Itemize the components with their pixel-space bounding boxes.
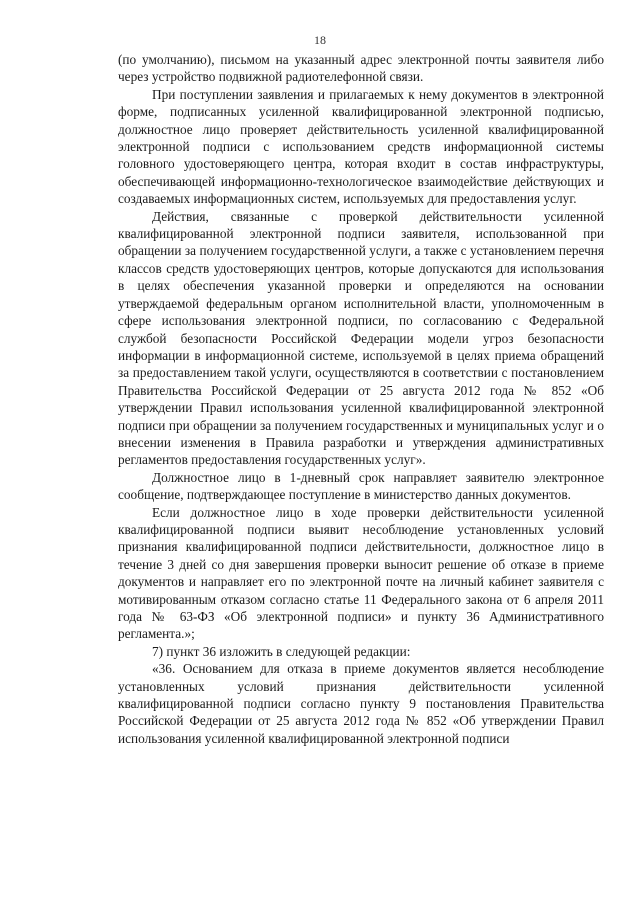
paragraph-6: 7) пункт 36 изложить в следующей редакции: [152,643,411,659]
page-number: 18 [314,33,326,47]
paragraph-1: (по умолчанию), письмом на указанный адрес электронной почты заявителя либо через устройство подвижной радиотелефонной связи. [118,52,604,85]
paragraph-5: Если должностное лицо в ходе проверки действительности усиленной квалифицированной подписи выявит несоблюдение установленных условий признания квалифицированной подписи действительности, должностное лицо в течение 3 дней со дня завершения проверки выносит решение об отказе в приеме документов и направляет его по электронной почте на личный кабинет заявителя с мотивированным отказом согласно статье 11 Федерального закона от 6 апреля 2011 года № 63-ФЗ «Об электронной подписи» и пункту 36 Административного регламента.»; [118,504,604,642]
paragraph-7: «36. Основанием для отказа в приеме документов является несоблюдение установленных условий признания действительности усиленной квалифицированной подписи согласно пункту 9 постановления Правительства Российской Федерации от 25 августа 2012 года № 852 «Об утверждении Правил использования усиленной квалифицированной электронной подписи [118,661,604,746]
paragraph-2: При поступлении заявления и прилагаемых к нему документов в электронной форме, подписанных усиленной квалифицированной электронной подписью, должностное лицо проверяет действительность усиленной квалифицированной электронной подписи с использованием средств информационной системы головного удостоверяющего центра, которая входит в состав инфраструктуры, обеспечивающей информационно-технологическое взаимодействие действующих и создаваемых информационных систем, используемых для предоставления услуг. [118,86,604,207]
paragraph-3: Действия, связанные с проверкой действительности усиленной квалифицированной электронной подписи заявителя, использованной при обращении за получением государственной услуги, а также с установлением перечня классов средств удостоверяющих центров, которые допускаются для использования в целях обеспечения указанной проверки и определяются на основании утверждаемой федеральным органом исполнительной власти, уполномоченным в сфере использования электронной подписи, по согласованию с Федеральной службой безопасности Российской Федерации модели угроз безопасности информации в информационной системе, используемой в целях приема обращений за предоставлением такой услуги, осуществляются в соответствии с постановлением Правительства Российской Федерации от 25 августа 2012 года № 852 «Об утверждении Правил использования усиленной квалифицированной электронной подписи при обращении за получением государственных и муниципальных услуг и о внесении изменения в Правила разработки и утверждения административных регламентов предоставления государственных услуг». [118,208,604,468]
document-body [118,51,604,747]
paragraph-4: Должностное лицо в 1-дневный срок направляет заявителю электронное сообщение, подтверждающее поступление в министерство данных документов. [118,469,604,503]
